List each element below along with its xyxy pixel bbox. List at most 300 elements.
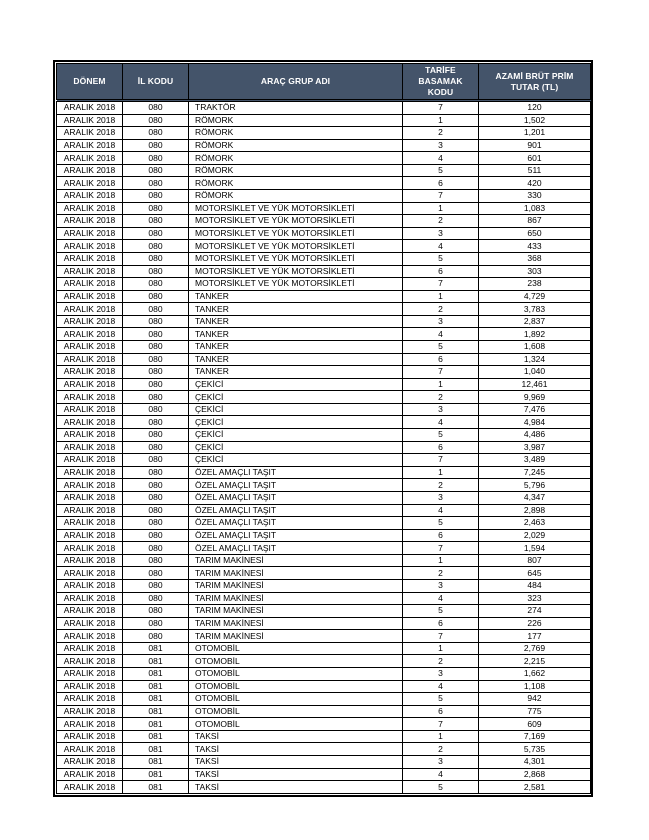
cell-donem: ARALIK 2018 (57, 466, 123, 479)
cell-arac-grup-adi: ÖZEL AMAÇLI TAŞIT (189, 517, 403, 530)
cell-donem: ARALIK 2018 (57, 517, 123, 530)
cell-tarife-basamak-kodu: 1 (403, 642, 479, 655)
cell-azami-brut-prim-tutar: 2,898 (479, 504, 591, 517)
cell-azami-brut-prim-tutar: 323 (479, 592, 591, 605)
cell-tarife-basamak-kodu: 5 (403, 693, 479, 706)
cell-azami-brut-prim-tutar: 1,502 (479, 114, 591, 127)
cell-azami-brut-prim-tutar: 2,868 (479, 768, 591, 781)
cell-donem: ARALIK 2018 (57, 215, 123, 228)
cell-arac-grup-adi: TANKER (189, 353, 403, 366)
cell-azami-brut-prim-tutar: 433 (479, 240, 591, 253)
cell-donem: ARALIK 2018 (57, 391, 123, 404)
cell-azami-brut-prim-tutar: 807 (479, 554, 591, 567)
cell-il-kodu: 081 (123, 655, 189, 668)
cell-tarife-basamak-kodu: 2 (403, 479, 479, 492)
cell-tarife-basamak-kodu: 7 (403, 718, 479, 731)
cell-tarife-basamak-kodu: 3 (403, 579, 479, 592)
cell-il-kodu: 080 (123, 529, 189, 542)
cell-donem: ARALIK 2018 (57, 680, 123, 693)
cell-azami-brut-prim-tutar: 901 (479, 139, 591, 152)
cell-tarife-basamak-kodu: 5 (403, 164, 479, 177)
table-row (57, 680, 591, 693)
cell-tarife-basamak-kodu: 4 (403, 152, 479, 165)
table-row (57, 252, 591, 265)
cell-donem: ARALIK 2018 (57, 529, 123, 542)
cell-azami-brut-prim-tutar: 2,769 (479, 642, 591, 655)
cell-tarife-basamak-kodu: 3 (403, 315, 479, 328)
cell-il-kodu: 080 (123, 227, 189, 240)
cell-donem: ARALIK 2018 (57, 479, 123, 492)
cell-arac-grup-adi: MOTORSİKLET VE YÜK MOTORSİKLETİ (189, 215, 403, 228)
cell-tarife-basamak-kodu: 6 (403, 177, 479, 190)
cell-tarife-basamak-kodu: 3 (403, 756, 479, 769)
cell-donem: ARALIK 2018 (57, 554, 123, 567)
cell-il-kodu: 081 (123, 781, 189, 794)
cell-azami-brut-prim-tutar: 1,662 (479, 668, 591, 681)
cell-arac-grup-adi: ÖZEL AMAÇLI TAŞIT (189, 491, 403, 504)
cell-donem: ARALIK 2018 (57, 164, 123, 177)
cell-tarife-basamak-kodu: 7 (403, 454, 479, 467)
cell-azami-brut-prim-tutar: 2,029 (479, 529, 591, 542)
tariff-table-wrapper (53, 60, 593, 797)
cell-azami-brut-prim-tutar: 5,796 (479, 479, 591, 492)
col-header-donem: DÖNEM (57, 64, 123, 101)
cell-donem: ARALIK 2018 (57, 366, 123, 379)
cell-il-kodu: 080 (123, 416, 189, 429)
cell-il-kodu: 081 (123, 730, 189, 743)
cell-azami-brut-prim-tutar: 7,245 (479, 466, 591, 479)
cell-tarife-basamak-kodu: 1 (403, 378, 479, 391)
table-row (57, 340, 591, 353)
cell-arac-grup-adi: RÖMORK (189, 139, 403, 152)
table-row (57, 315, 591, 328)
cell-azami-brut-prim-tutar: 2,837 (479, 315, 591, 328)
cell-il-kodu: 080 (123, 215, 189, 228)
cell-tarife-basamak-kodu: 5 (403, 340, 479, 353)
cell-azami-brut-prim-tutar: 2,581 (479, 781, 591, 794)
table-row (57, 781, 591, 794)
cell-donem: ARALIK 2018 (57, 756, 123, 769)
cell-donem: ARALIK 2018 (57, 416, 123, 429)
cell-il-kodu: 080 (123, 441, 189, 454)
cell-arac-grup-adi: OTOMOBİL (189, 642, 403, 655)
cell-tarife-basamak-kodu: 1 (403, 114, 479, 127)
cell-il-kodu: 080 (123, 391, 189, 404)
cell-azami-brut-prim-tutar: 2,463 (479, 517, 591, 530)
cell-arac-grup-adi: ÖZEL AMAÇLI TAŞIT (189, 542, 403, 555)
table-row (57, 718, 591, 731)
cell-arac-grup-adi: TAKSİ (189, 768, 403, 781)
table-row (57, 592, 591, 605)
cell-arac-grup-adi: TANKER (189, 366, 403, 379)
cell-arac-grup-adi: ÇEKİCİ (189, 441, 403, 454)
cell-donem: ARALIK 2018 (57, 768, 123, 781)
cell-il-kodu: 080 (123, 617, 189, 630)
table-body (57, 101, 591, 794)
cell-arac-grup-adi: ÇEKİCİ (189, 416, 403, 429)
cell-il-kodu: 080 (123, 190, 189, 203)
cell-donem: ARALIK 2018 (57, 403, 123, 416)
cell-donem: ARALIK 2018 (57, 177, 123, 190)
cell-arac-grup-adi: TANKER (189, 290, 403, 303)
table-row (57, 202, 591, 215)
table-row (57, 756, 591, 769)
cell-il-kodu: 080 (123, 378, 189, 391)
cell-tarife-basamak-kodu: 1 (403, 466, 479, 479)
cell-azami-brut-prim-tutar: 3,987 (479, 441, 591, 454)
cell-arac-grup-adi: TAKSİ (189, 781, 403, 794)
cell-arac-grup-adi: TAKSİ (189, 730, 403, 743)
table-row (57, 278, 591, 291)
cell-il-kodu: 080 (123, 504, 189, 517)
cell-donem: ARALIK 2018 (57, 139, 123, 152)
cell-arac-grup-adi: ÖZEL AMAÇLI TAŞIT (189, 479, 403, 492)
cell-tarife-basamak-kodu: 3 (403, 139, 479, 152)
cell-arac-grup-adi: TARIM MAKİNESİ (189, 554, 403, 567)
table-row (57, 215, 591, 228)
cell-tarife-basamak-kodu: 1 (403, 730, 479, 743)
cell-il-kodu: 080 (123, 592, 189, 605)
table-row (57, 529, 591, 542)
cell-azami-brut-prim-tutar: 3,489 (479, 454, 591, 467)
cell-donem: ARALIK 2018 (57, 127, 123, 140)
cell-azami-brut-prim-tutar: 511 (479, 164, 591, 177)
cell-azami-brut-prim-tutar: 1,324 (479, 353, 591, 366)
cell-azami-brut-prim-tutar: 650 (479, 227, 591, 240)
cell-donem: ARALIK 2018 (57, 353, 123, 366)
cell-il-kodu: 080 (123, 315, 189, 328)
cell-donem: ARALIK 2018 (57, 328, 123, 341)
cell-il-kodu: 080 (123, 340, 189, 353)
cell-arac-grup-adi: RÖMORK (189, 152, 403, 165)
table-row (57, 101, 591, 115)
table-row (57, 240, 591, 253)
cell-tarife-basamak-kodu: 2 (403, 127, 479, 140)
cell-il-kodu: 081 (123, 768, 189, 781)
cell-arac-grup-adi: ÇEKİCİ (189, 403, 403, 416)
cell-donem: ARALIK 2018 (57, 630, 123, 643)
table-row (57, 705, 591, 718)
cell-arac-grup-adi: TARIM MAKİNESİ (189, 617, 403, 630)
cell-tarife-basamak-kodu: 7 (403, 630, 479, 643)
cell-il-kodu: 080 (123, 517, 189, 530)
table-row (57, 366, 591, 379)
cell-arac-grup-adi: RÖMORK (189, 177, 403, 190)
table-row (57, 303, 591, 316)
cell-arac-grup-adi: RÖMORK (189, 190, 403, 203)
cell-il-kodu: 080 (123, 114, 189, 127)
cell-arac-grup-adi: TRAKTÖR (189, 101, 403, 115)
cell-arac-grup-adi: MOTORSİKLET VE YÜK MOTORSİKLETİ (189, 252, 403, 265)
cell-donem: ARALIK 2018 (57, 730, 123, 743)
cell-tarife-basamak-kodu: 7 (403, 278, 479, 291)
cell-donem: ARALIK 2018 (57, 441, 123, 454)
cell-tarife-basamak-kodu: 5 (403, 781, 479, 794)
cell-azami-brut-prim-tutar: 1,108 (479, 680, 591, 693)
cell-donem: ARALIK 2018 (57, 340, 123, 353)
cell-il-kodu: 080 (123, 127, 189, 140)
cell-tarife-basamak-kodu: 4 (403, 328, 479, 341)
cell-azami-brut-prim-tutar: 274 (479, 605, 591, 618)
cell-il-kodu: 080 (123, 152, 189, 165)
cell-azami-brut-prim-tutar: 120 (479, 101, 591, 115)
cell-arac-grup-adi: RÖMORK (189, 114, 403, 127)
cell-arac-grup-adi: OTOMOBİL (189, 693, 403, 706)
cell-tarife-basamak-kodu: 7 (403, 101, 479, 115)
table-row (57, 328, 591, 341)
table-row (57, 642, 591, 655)
cell-il-kodu: 081 (123, 642, 189, 655)
cell-il-kodu: 081 (123, 680, 189, 693)
cell-arac-grup-adi: TAKSİ (189, 756, 403, 769)
cell-arac-grup-adi: RÖMORK (189, 164, 403, 177)
table-row (57, 630, 591, 643)
cell-tarife-basamak-kodu: 6 (403, 265, 479, 278)
table-header (57, 64, 591, 101)
cell-donem: ARALIK 2018 (57, 592, 123, 605)
cell-il-kodu: 080 (123, 491, 189, 504)
cell-tarife-basamak-kodu: 7 (403, 366, 479, 379)
cell-arac-grup-adi: TANKER (189, 340, 403, 353)
table-row (57, 605, 591, 618)
table-row (57, 542, 591, 555)
table-row (57, 177, 591, 190)
cell-arac-grup-adi: RÖMORK (189, 127, 403, 140)
cell-donem: ARALIK 2018 (57, 114, 123, 127)
cell-donem: ARALIK 2018 (57, 579, 123, 592)
cell-il-kodu: 080 (123, 139, 189, 152)
cell-donem: ARALIK 2018 (57, 315, 123, 328)
cell-arac-grup-adi: MOTORSİKLET VE YÜK MOTORSİKLETİ (189, 227, 403, 240)
cell-azami-brut-prim-tutar: 7,169 (479, 730, 591, 743)
cell-tarife-basamak-kodu: 1 (403, 554, 479, 567)
cell-azami-brut-prim-tutar: 226 (479, 617, 591, 630)
cell-il-kodu: 080 (123, 353, 189, 366)
cell-tarife-basamak-kodu: 3 (403, 491, 479, 504)
cell-arac-grup-adi: TANKER (189, 315, 403, 328)
cell-donem: ARALIK 2018 (57, 152, 123, 165)
cell-il-kodu: 080 (123, 265, 189, 278)
cell-il-kodu: 081 (123, 718, 189, 731)
cell-arac-grup-adi: TANKER (189, 303, 403, 316)
cell-il-kodu: 080 (123, 567, 189, 580)
table-row (57, 227, 591, 240)
cell-arac-grup-adi: OTOMOBİL (189, 680, 403, 693)
col-header-arac-grup-adi: ARAÇ GRUP ADI (189, 64, 403, 101)
cell-arac-grup-adi: ÖZEL AMAÇLI TAŞIT (189, 529, 403, 542)
cell-arac-grup-adi: ÖZEL AMAÇLI TAŞIT (189, 504, 403, 517)
cell-azami-brut-prim-tutar: 4,984 (479, 416, 591, 429)
table-row (57, 655, 591, 668)
table-row (57, 378, 591, 391)
cell-tarife-basamak-kodu: 6 (403, 529, 479, 542)
cell-il-kodu: 080 (123, 252, 189, 265)
cell-arac-grup-adi: OTOMOBİL (189, 668, 403, 681)
cell-arac-grup-adi: MOTORSİKLET VE YÜK MOTORSİKLETİ (189, 202, 403, 215)
table-row (57, 693, 591, 706)
cell-azami-brut-prim-tutar: 601 (479, 152, 591, 165)
cell-azami-brut-prim-tutar: 9,969 (479, 391, 591, 404)
cell-il-kodu: 080 (123, 177, 189, 190)
cell-azami-brut-prim-tutar: 303 (479, 265, 591, 278)
cell-il-kodu: 080 (123, 278, 189, 291)
cell-il-kodu: 080 (123, 554, 189, 567)
cell-il-kodu: 080 (123, 479, 189, 492)
cell-donem: ARALIK 2018 (57, 303, 123, 316)
table-row (57, 730, 591, 743)
cell-il-kodu: 080 (123, 290, 189, 303)
cell-arac-grup-adi: ÇEKİCİ (189, 378, 403, 391)
cell-donem: ARALIK 2018 (57, 642, 123, 655)
table-row (57, 353, 591, 366)
col-header-tarife-basamak-kodu: TARİFE BASAMAK KODU (403, 64, 479, 101)
col-header-azami-brut-prim-tutar: AZAMİ BRÜT PRİM TUTAR (TL) (479, 64, 591, 101)
cell-tarife-basamak-kodu: 6 (403, 705, 479, 718)
cell-arac-grup-adi: OTOMOBİL (189, 705, 403, 718)
cell-azami-brut-prim-tutar: 775 (479, 705, 591, 718)
cell-tarife-basamak-kodu: 2 (403, 655, 479, 668)
cell-tarife-basamak-kodu: 2 (403, 215, 479, 228)
cell-il-kodu: 081 (123, 756, 189, 769)
cell-donem: ARALIK 2018 (57, 743, 123, 756)
cell-arac-grup-adi: MOTORSİKLET VE YÜK MOTORSİKLETİ (189, 240, 403, 253)
cell-azami-brut-prim-tutar: 645 (479, 567, 591, 580)
cell-arac-grup-adi: TARIM MAKİNESİ (189, 592, 403, 605)
cell-arac-grup-adi: TARIM MAKİNESİ (189, 605, 403, 618)
table-row (57, 190, 591, 203)
cell-azami-brut-prim-tutar: 1,608 (479, 340, 591, 353)
table-row (57, 164, 591, 177)
cell-arac-grup-adi: ÇEKİCİ (189, 429, 403, 442)
cell-tarife-basamak-kodu: 5 (403, 517, 479, 530)
table-row (57, 454, 591, 467)
cell-il-kodu: 080 (123, 328, 189, 341)
tariff-table (56, 63, 591, 794)
table-row (57, 491, 591, 504)
cell-il-kodu: 080 (123, 366, 189, 379)
cell-donem: ARALIK 2018 (57, 278, 123, 291)
table-row (57, 668, 591, 681)
cell-il-kodu: 080 (123, 202, 189, 215)
table-row (57, 139, 591, 152)
cell-donem: ARALIK 2018 (57, 668, 123, 681)
cell-donem: ARALIK 2018 (57, 491, 123, 504)
cell-donem: ARALIK 2018 (57, 542, 123, 555)
cell-arac-grup-adi: MOTORSİKLET VE YÜK MOTORSİKLETİ (189, 265, 403, 278)
header-row (57, 64, 591, 101)
table-row (57, 554, 591, 567)
cell-arac-grup-adi: TARIM MAKİNESİ (189, 630, 403, 643)
cell-donem: ARALIK 2018 (57, 290, 123, 303)
cell-tarife-basamak-kodu: 4 (403, 592, 479, 605)
cell-azami-brut-prim-tutar: 484 (479, 579, 591, 592)
cell-donem: ARALIK 2018 (57, 227, 123, 240)
cell-tarife-basamak-kodu: 6 (403, 353, 479, 366)
cell-arac-grup-adi: TARIM MAKİNESİ (189, 567, 403, 580)
table-row (57, 579, 591, 592)
cell-donem: ARALIK 2018 (57, 252, 123, 265)
cell-azami-brut-prim-tutar: 12,461 (479, 378, 591, 391)
cell-azami-brut-prim-tutar: 4,729 (479, 290, 591, 303)
cell-il-kodu: 080 (123, 542, 189, 555)
cell-donem: ARALIK 2018 (57, 781, 123, 794)
cell-tarife-basamak-kodu: 5 (403, 605, 479, 618)
cell-tarife-basamak-kodu: 5 (403, 429, 479, 442)
table-row (57, 768, 591, 781)
cell-donem: ARALIK 2018 (57, 378, 123, 391)
cell-azami-brut-prim-tutar: 238 (479, 278, 591, 291)
table-row (57, 403, 591, 416)
table-row (57, 152, 591, 165)
cell-azami-brut-prim-tutar: 609 (479, 718, 591, 731)
cell-azami-brut-prim-tutar: 867 (479, 215, 591, 228)
table-row (57, 416, 591, 429)
cell-tarife-basamak-kodu: 7 (403, 542, 479, 555)
table-row (57, 391, 591, 404)
cell-azami-brut-prim-tutar: 1,083 (479, 202, 591, 215)
cell-donem: ARALIK 2018 (57, 504, 123, 517)
cell-azami-brut-prim-tutar: 1,201 (479, 127, 591, 140)
cell-donem: ARALIK 2018 (57, 454, 123, 467)
cell-donem: ARALIK 2018 (57, 429, 123, 442)
cell-il-kodu: 080 (123, 403, 189, 416)
cell-il-kodu: 080 (123, 605, 189, 618)
cell-il-kodu: 081 (123, 693, 189, 706)
cell-tarife-basamak-kodu: 4 (403, 504, 479, 517)
cell-arac-grup-adi: OTOMOBİL (189, 718, 403, 731)
cell-arac-grup-adi: MOTORSİKLET VE YÜK MOTORSİKLETİ (189, 278, 403, 291)
cell-donem: ARALIK 2018 (57, 240, 123, 253)
cell-donem: ARALIK 2018 (57, 567, 123, 580)
table-row (57, 466, 591, 479)
cell-tarife-basamak-kodu: 5 (403, 252, 479, 265)
cell-il-kodu: 080 (123, 466, 189, 479)
cell-donem: ARALIK 2018 (57, 693, 123, 706)
cell-azami-brut-prim-tutar: 1,040 (479, 366, 591, 379)
cell-tarife-basamak-kodu: 4 (403, 240, 479, 253)
cell-il-kodu: 080 (123, 303, 189, 316)
cell-donem: ARALIK 2018 (57, 617, 123, 630)
cell-tarife-basamak-kodu: 1 (403, 202, 479, 215)
table-row (57, 504, 591, 517)
cell-arac-grup-adi: TANKER (189, 328, 403, 341)
table-row (57, 265, 591, 278)
table-row (57, 743, 591, 756)
cell-arac-grup-adi: OTOMOBİL (189, 655, 403, 668)
table-row (57, 290, 591, 303)
cell-il-kodu: 080 (123, 630, 189, 643)
cell-arac-grup-adi: TARIM MAKİNESİ (189, 579, 403, 592)
cell-tarife-basamak-kodu: 3 (403, 403, 479, 416)
cell-tarife-basamak-kodu: 7 (403, 190, 479, 203)
cell-tarife-basamak-kodu: 6 (403, 617, 479, 630)
cell-donem: ARALIK 2018 (57, 101, 123, 115)
cell-il-kodu: 080 (123, 429, 189, 442)
table-row (57, 441, 591, 454)
cell-il-kodu: 081 (123, 705, 189, 718)
cell-il-kodu: 080 (123, 579, 189, 592)
cell-il-kodu: 080 (123, 240, 189, 253)
cell-donem: ARALIK 2018 (57, 655, 123, 668)
cell-arac-grup-adi: TAKSİ (189, 743, 403, 756)
cell-azami-brut-prim-tutar: 2,215 (479, 655, 591, 668)
cell-tarife-basamak-kodu: 2 (403, 743, 479, 756)
table-row (57, 517, 591, 530)
cell-tarife-basamak-kodu: 4 (403, 768, 479, 781)
table-row (57, 567, 591, 580)
cell-azami-brut-prim-tutar: 942 (479, 693, 591, 706)
cell-azami-brut-prim-tutar: 330 (479, 190, 591, 203)
